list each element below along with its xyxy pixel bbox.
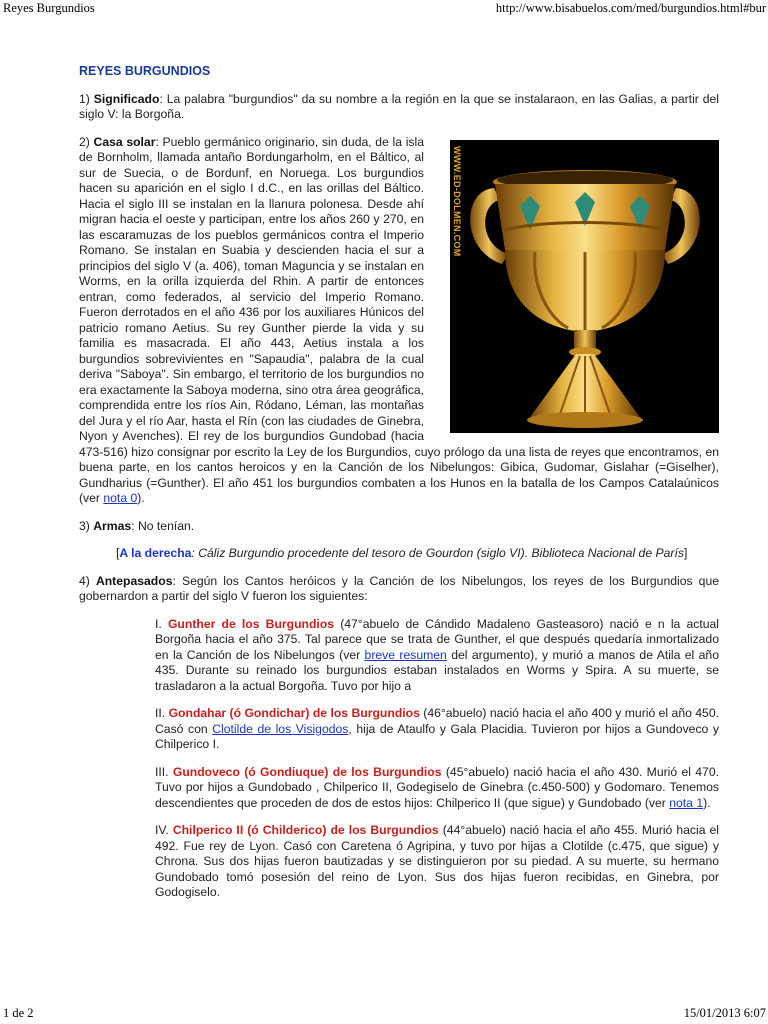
- page-title: REYES BURGUNDIOS: [79, 64, 211, 78]
- section-label: Armas: [93, 518, 132, 533]
- king-text: (47°abuelo de Cándido Madaleno Gasteasoro) nació e n la actual Borgoña hacia el año 375. Tal parece que se trata de Gunther, el que después quedaría inmortalizado en la Canción de los Nibelungos (ver: [155, 616, 719, 662]
- section-label: Casa solar: [93, 134, 156, 149]
- print-datetime: 15/01/2013 6:07: [683, 1006, 766, 1020]
- section-label: Antepasados: [95, 573, 173, 588]
- section-number: 1): [79, 91, 90, 106]
- section-label: Significado: [93, 91, 160, 106]
- king-text: (46°abuelo) nació hacia el año 400 y murió el año 450. Casó con: [155, 706, 719, 736]
- section-number: 4): [79, 573, 90, 588]
- king-entry-gundoveco: [155, 765, 719, 812]
- print-header: [0, 1, 768, 17]
- clotilde-link[interactable]: Clotilde de los Visigodos: [212, 721, 349, 736]
- king-text: (45°abuelo) nació hacia el año 430. Murió el 470. Tuvo por hijos a Gundobado , Chilperico II, Godegiselo de Ginebra (c.450-500) y Godomaro. Tenemos descendientes que proceden de dos de estos hijos: Chilperico II (que sigue) y Gundobado (ver: [155, 764, 719, 810]
- section-number: 2): [79, 134, 90, 149]
- print-url: http://www.bisabuelos.com/med/burgundios.html#bur: [495, 1, 766, 15]
- print-title: Reyes Burgundios: [3, 1, 95, 15]
- section-text: : Según los Cantos heróicos y la Canción de los Nibelungos, los reyes de los Burgundios que gobernardon a partir del siglo V fueron los siguientes:: [79, 573, 720, 603]
- image-watermark: WWW.ED-DOLMEN.COM: [452, 145, 462, 257]
- nota-1-link[interactable]: nota 1: [669, 795, 704, 810]
- section-antepasados: [79, 574, 719, 605]
- king-number: I.: [155, 616, 162, 631]
- section-text: : Pueblo germánico originario, sin duda, de la isla de Bornholm, llamada antaño Bordungarholm, en el Báltico, al sur de Suecia, o de Bordunf, en Noruega. Los burgundios hacen su aparición en el siglo I d.C., en las orillas del Báltico. Hacia el siglo III se instalan en la llanura polonesa. Desde ahí migran hacia el oeste y participan, entre los años 260 y 270, en las escaramuzas de los pueblos germánicos contra el Imperio Romano. Se instalan en Suabia y descienden hacia el sur a principios del siglo V (a. 406), toman Maguncia y se instalan en Worms, en la orilla izquierda del Rhin. A partir de entonces entran, como federados, al servicio del Imperio Romano. Fueron derrotados en el año 436 por los auxiliares Húnicos del patricio romano Aetius. Su rey Gunther pierde la vida y su familia es masacrada. El año 443, Aetius instala a los burgundios sobrevivientes en "Sapaudia", palabra de la cual deriva "Saboya". Sin embargo, el territorio de los burgundios no era exactamente la Saboya moderna, sino otra área geográfica, comprendida entre los ríos Ain, Ródano, Léman, las montañas del Jura y el río Aar, hasta el Rín (con las ciudades de Ginebra, Nyon y Avenches). El rey de los burgundios Gundobad (hacia 473-516) hizo consignar por escrito la Ley de los Burgundios, cuyo prólogo da una lista de reyes que encontramos, en buena parte, en los cantos heroicos y en la Canción de los Nibelungos: Gibica, Gudomar, Gislahar (=Giselher), Gundharius (=Gunther). El año 451 los burgundios combaten a los Hunos en la batalla de los Campos Catalaúnicos (ver: [79, 134, 719, 505]
- caption-text: : Cáliz Burgundio procedente del tesoro de Gourdon (siglo VI). Biblioteca Nacional de París: [191, 546, 684, 560]
- page-number: 1 de 2: [3, 1006, 34, 1020]
- nota-0-link[interactable]: nota 0: [103, 491, 138, 505]
- section-tail: ).: [137, 491, 145, 505]
- article-content: [79, 64, 719, 913]
- king-name: Gundoveco (ó Gondiuque) de los Burgundios: [172, 764, 442, 779]
- king-number: IV.: [155, 823, 169, 837]
- section-number: 3): [79, 518, 90, 533]
- king-text: (44°abuelo) nació hacia el año 455. Murió hacia el 492. Fue rey de Lyon. Casó con Caretena ó Agripina, y tuvo por hijas a Clotilde (c.475, que sigue) y Chrona. Sus dos hijas fueron bautizadas y se distinguieron por su piedad. A su muerte, su hermano Gundobado tomó posesión del reino de Lyon. Sus dos hijas fueron recibidas, en Ginebra, por Godogiselo.: [155, 823, 719, 899]
- king-name: Gondahar (ó Gondichar) de los Burgundios: [168, 706, 420, 720]
- caption-close: ]: [683, 546, 688, 560]
- image-caption: [116, 546, 696, 562]
- king-entry-gunther: [155, 617, 719, 695]
- king-entry-chilperico: [155, 823, 719, 901]
- section-text: : No tenían.: [131, 518, 195, 533]
- section-significado: [79, 92, 719, 123]
- chalice-icon: [450, 140, 719, 433]
- king-number: II.: [155, 706, 166, 720]
- king-entry-gondahar: [155, 706, 719, 753]
- chalice-image: [450, 140, 719, 433]
- king-text-tail: del argumento), y murió a manos de Atila el año 435. Durante su reinado los burgundios estaban instalados en Worms y Spira. A su muerte, se trasladaron a la actual Borgoña. Tuvo por hijo a: [155, 647, 719, 693]
- king-name: Chilperico II (ó Childerico) de los Burgundios: [172, 823, 439, 837]
- caption-label: A la derecha: [119, 546, 192, 560]
- king-number: III.: [155, 764, 169, 779]
- section-text: : La palabra "burgundios" da su nombre a la región en la que se instalaraon, en las Galias, a partir del siglo V: la Borgoña.: [79, 91, 719, 121]
- section-casa-solar-block: [79, 135, 719, 507]
- caption-open: [: [116, 546, 120, 560]
- king-name: Gunther de los Burgundios: [167, 616, 335, 631]
- section-armas: [79, 519, 719, 535]
- breve-resumen-link[interactable]: breve resumen: [364, 647, 447, 662]
- print-footer: [0, 1006, 768, 1022]
- king-text-tail: ).: [703, 795, 711, 810]
- king-text-tail: , hija de Ataulfo y Gala Placidia. Tuvieron por hijos a Gundoveco y Chilperico I.: [155, 721, 719, 751]
- spacer: [79, 507, 719, 519]
